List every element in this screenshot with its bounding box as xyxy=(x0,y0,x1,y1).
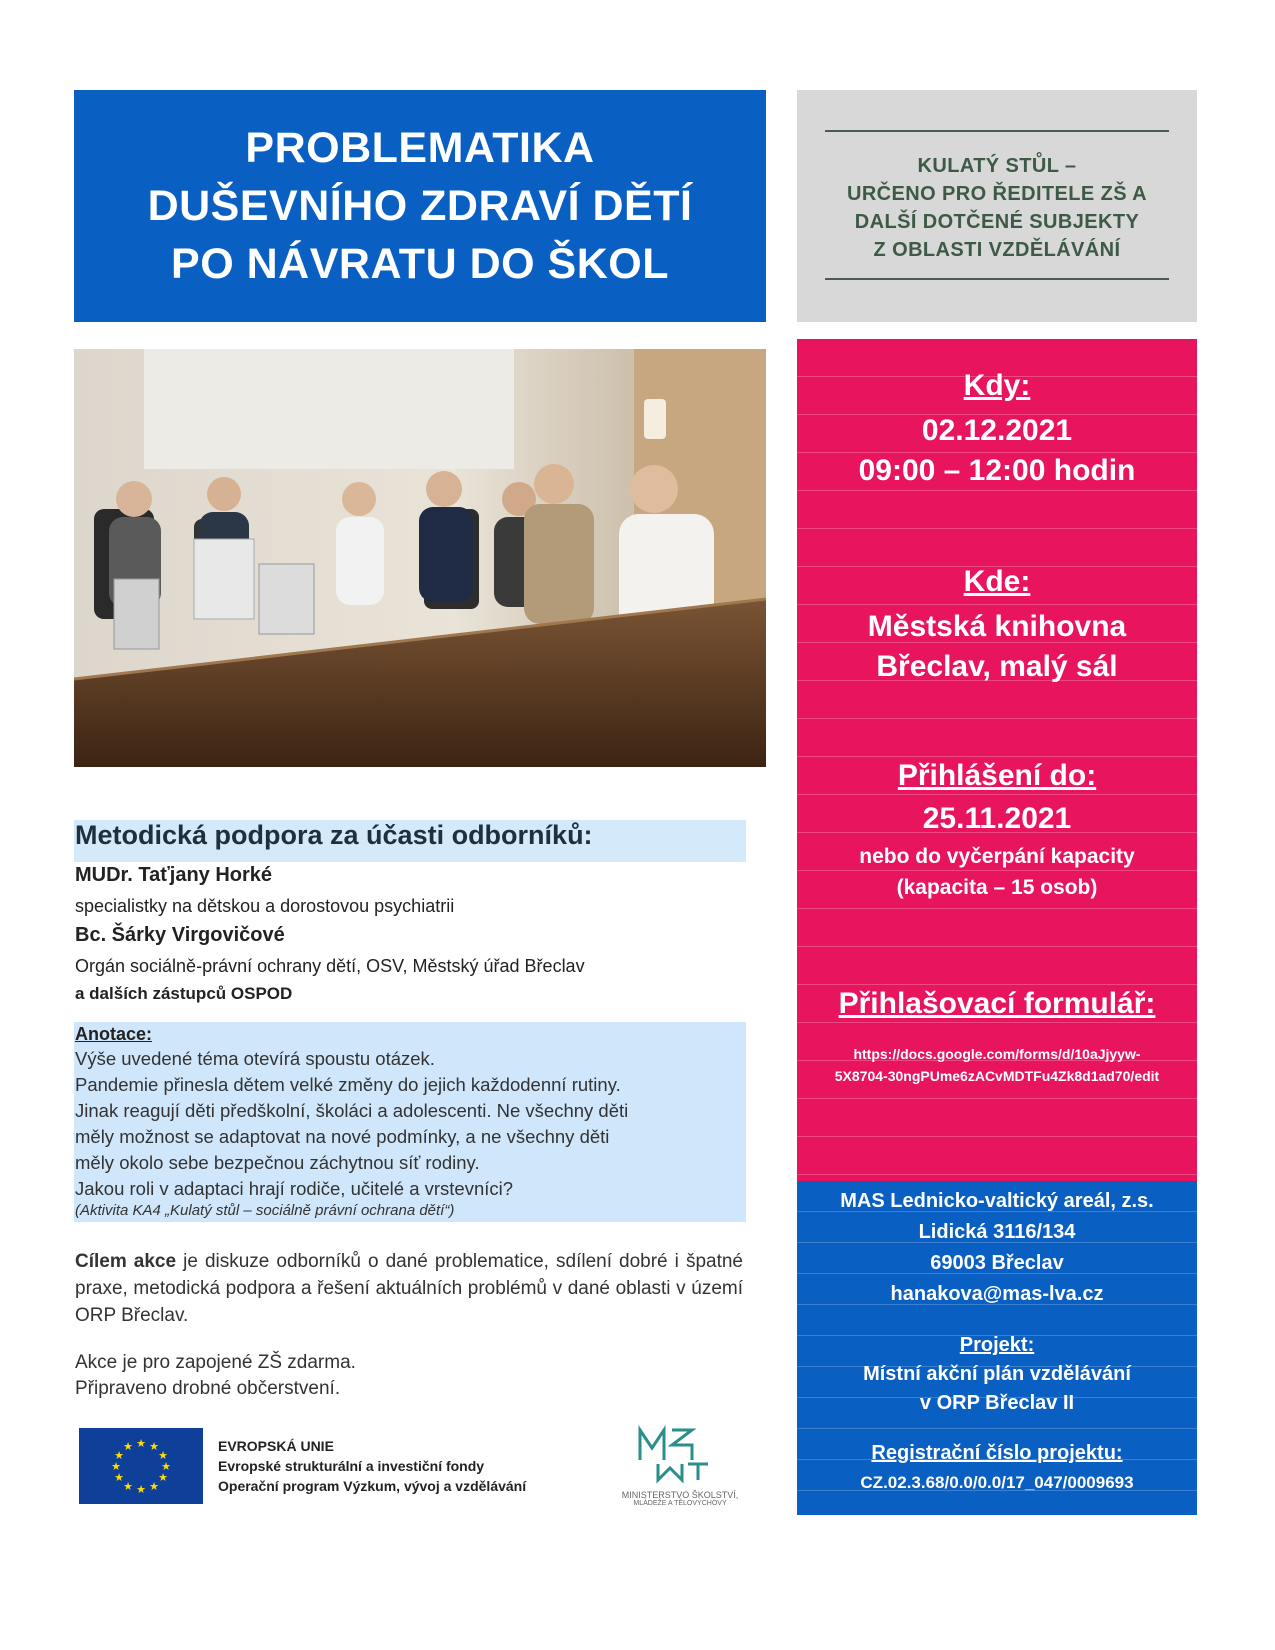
expert-name-1: MUDr. Taťjany Horké xyxy=(75,864,273,886)
svg-text:★: ★ xyxy=(123,1440,133,1453)
msmt-line-2: MLÁDEŽE A TĚLOVÝCHOVY xyxy=(633,1500,727,1507)
goal-paragraph xyxy=(75,1248,743,1329)
eu-line-3: Operační program Výzkum, vývoj a vzdělávání xyxy=(218,1478,527,1494)
round-table-text xyxy=(797,152,1197,264)
goal-text: je diskuze odborníků o dané problematice, sdílení dobré i špatné praxe, metodická podpora a řešení aktuálních problémů v dané oblasti v území ORP Břeclav. xyxy=(75,1251,743,1326)
round-table-line-3: DALŠÍ DOTČENÉ SUBJEKTY xyxy=(854,211,1140,233)
eu-line-2: Evropské strukturální a investiční fondy xyxy=(218,1458,485,1474)
project-line-1: Místní akční plán vzdělávání xyxy=(863,1363,1131,1385)
experts-heading: Metodická podpora za účasti odborníků: xyxy=(75,820,593,850)
org-city: 69003 Břeclav xyxy=(930,1252,1064,1274)
svg-text:★: ★ xyxy=(123,1480,133,1493)
svg-text:★: ★ xyxy=(136,1437,146,1450)
reg-number: CZ.02.3.68/0.0/0.0/17_047/0009693 xyxy=(860,1473,1134,1492)
svg-text:★: ★ xyxy=(161,1460,171,1473)
form-link-line-1[interactable]: https://docs.google.com/forms/d/10aJjyyw- xyxy=(853,1046,1141,1062)
annotation-heading: Anotace: xyxy=(75,1024,153,1044)
form-link-line-2[interactable]: 5X8704-30ngPUme6zACvMDTFu4Zk8d1ad70/edit xyxy=(834,1068,1160,1084)
annotation-note: (Aktivita KA4 „Kulatý stůl – sociálně právní ochrana dětí“) xyxy=(75,1202,455,1219)
contact-email[interactable]: hanakova@mas-lva.cz xyxy=(890,1283,1104,1305)
svg-text:★: ★ xyxy=(111,1460,121,1473)
other-experts: a dalších zástupců OSPOD xyxy=(75,984,293,1003)
annotation-line-4: měly možnost se adaptovat na nové podmínky, a ne všechny děti xyxy=(75,1126,610,1147)
org-street: Lidická 3116/134 xyxy=(918,1221,1076,1243)
where-heading: Kde: xyxy=(963,565,1031,598)
msmt-logo xyxy=(600,1420,760,1510)
annotation-line-3: Jinak reagují děti předškolní, školáci a adolescenti. Ne všechny děti xyxy=(75,1100,629,1121)
top-divider xyxy=(825,130,1169,132)
round-table-line-2: URČENO PRO ŘEDITELE ZŠ A xyxy=(847,183,1147,205)
title-line-1: PROBLEMATIKA xyxy=(245,124,595,172)
project-heading: Projekt: xyxy=(959,1334,1035,1356)
svg-text:★: ★ xyxy=(114,1449,124,1462)
goal-bold: Cílem akce xyxy=(75,1251,177,1272)
expert-role-2: Orgán sociálně-právní ochrany dětí, OSV, Městský úřad Břeclav xyxy=(75,956,585,976)
registration-note-1: nebo do vyčerpání kapacity xyxy=(859,845,1135,868)
annotation-line-5: měly okolo sebe bezpečnou záchytnou síť rodiny. xyxy=(75,1152,480,1173)
expert-role-1: specialistky na dětskou a dorostovou psychiatrii xyxy=(75,896,455,916)
contact-panel xyxy=(797,1181,1197,1515)
eu-stars-icon xyxy=(79,1428,203,1504)
round-table-line-1: KULATÝ STŮL – xyxy=(917,155,1077,177)
reg-number-heading: Registrační číslo projektu: xyxy=(871,1442,1123,1464)
title-line-2: DUŠEVNÍHO ZDRAVÍ DĚTÍ xyxy=(147,182,693,230)
svg-text:★: ★ xyxy=(136,1483,146,1496)
annotation-line-2: Pandemie přinesla dětem velké změny do jejich každodenní rutiny. xyxy=(75,1074,621,1095)
meeting-photo xyxy=(74,349,766,767)
expert-name-2: Bc. Šárky Virgovičové xyxy=(75,924,285,946)
bottom-divider xyxy=(825,278,1169,280)
title-line-3: PO NÁVRATU DO ŠKOL xyxy=(171,240,669,288)
org-name: MAS Lednicko-valtický areál, z.s. xyxy=(840,1190,1154,1212)
registration-date: 25.11.2021 xyxy=(922,802,1072,835)
svg-text:★: ★ xyxy=(149,1480,159,1493)
svg-text:★: ★ xyxy=(114,1471,124,1484)
event-time: 09:00 – 12:00 hodin xyxy=(858,454,1136,487)
svg-text:★: ★ xyxy=(149,1440,159,1453)
annotation-line-1: Výše uvedené téma otevírá spoustu otázek. xyxy=(75,1048,435,1069)
free-note xyxy=(75,1350,356,1402)
where-line-2: Břeclav, malý sál xyxy=(876,650,1118,683)
meeting-illustration xyxy=(74,349,766,767)
where-line-1: Městská knihovna xyxy=(867,610,1127,643)
svg-text:★: ★ xyxy=(158,1449,168,1462)
form-heading: Přihlašovací formulář: xyxy=(838,987,1156,1020)
annotation-line-6: Jakou roli v adaptaci hrají rodiče, učitelé a vrstevníci? xyxy=(75,1178,514,1199)
eu-flag-logo xyxy=(79,1428,203,1504)
event-info-panel xyxy=(797,339,1197,1181)
round-table-line-4: Z OBLASTI VZDĚLÁVÁNÍ xyxy=(873,239,1121,261)
title-banner xyxy=(74,90,766,322)
event-date: 02.12.2021 xyxy=(921,414,1073,447)
msmt-line-1: MINISTERSTVO ŠKOLSTVÍ, xyxy=(621,1490,739,1500)
when-heading: Kdy: xyxy=(963,369,1031,402)
free-line-1: Akce je pro zapojené ZŠ zdarma. xyxy=(75,1352,356,1373)
free-line-2: Připraveno drobné občerstvení. xyxy=(75,1378,341,1399)
svg-text:★: ★ xyxy=(158,1471,168,1484)
registration-note-2: (kapacita – 15 osob) xyxy=(896,876,1098,899)
round-table-box xyxy=(797,90,1197,322)
eu-line-1: EVROPSKÁ UNIE xyxy=(218,1438,334,1454)
project-line-2: v ORP Břeclav II xyxy=(919,1392,1075,1414)
registration-heading: Přihlášení do: xyxy=(897,759,1097,792)
